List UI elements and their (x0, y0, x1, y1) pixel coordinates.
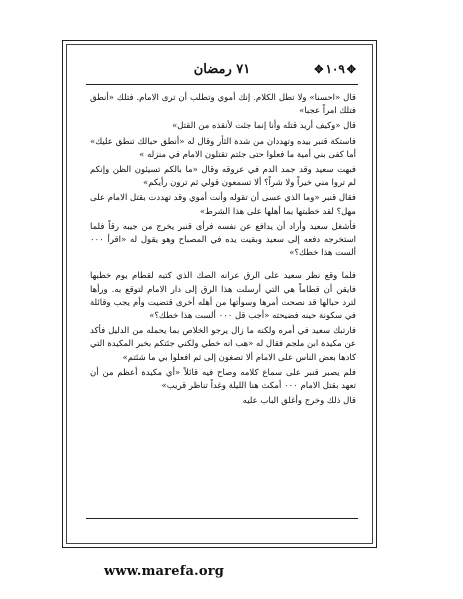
paragraph: فأشغل سعيد وأراد أن يدافع عن نفسه فرأى قنبر يخرج من جيبه رقاً فلما استخرجه دفعه إلى سعيد وبقيت يده في المصباح وهو يقول له «اقرأ ٠٠٠ ألست هذا خطك؟» (90, 221, 356, 259)
paragraph: فلما وقع نظر سعيد على الرق عرانه الصك الذي كتبه لقطام يوم خطبها فايقن أن قطاماً هي التي أرسلت هذا الرق إلى دار الامام لتوقع به. ورأها لترد حبالها قد نصحت أمرها وسوأتها من أهله أخرى قتضيت وأم يجب وقائلة في سكونة حينه فضيحته «أجب قل ٠٠٠ ألست هذا خطك؟» (90, 271, 356, 322)
ornament-icon: ✥ (314, 63, 324, 76)
paragraph: فارتبك سعيد في أمره ولكنه ما زال يرجو الخلاص بما يحمله من الدليل فأكد عن مكيدة ابن ملجم فقال له «هب انه خطي ولكني جئتكم بخبر المكيدة التي كادها بعض الناس على الامام ألا تصغون إلى ثم افعلوا بي ما شئتم» (90, 326, 356, 363)
chapter-title: ٧١ رمضان (193, 62, 251, 77)
source-url: www.marefa.org (104, 564, 225, 579)
paragraph: فاستكة قنبر بيده وتهددان من شدة الثأر وقال له «أنطق حبالك تنطق عليك» أما كفى بني أمية ما فعلوا حتى جئتم تقتلون الامام في منزله » (90, 136, 356, 160)
paragraph: فلم يصبر قنبر على سماع كلامه وصاح فيه قائلاً «أي مكيدة أعظم من أن تعهد بقتل الامام ٠٠٠ أمكث هنا الليلة وغداً تناظر قريب» (90, 367, 356, 392)
body-text (90, 92, 356, 410)
paragraph: قال «وكيف أريد قتله وأنا إنما جئت لأنقذه من القتل» (172, 121, 356, 132)
paragraph: فبهت سعيد وقد جمد الدم في عروقه وقال «ما بالكم تسيئون الظن وإنكم لم تروا مني خيراً ولا شراً؟ ألا تسمعون قولي ثم ترون رأيكم» (90, 165, 356, 189)
paragraph: قال ذلك وخرج وأغلق الباب عليه (242, 396, 356, 407)
page-number-value: ١٠٩ (325, 62, 345, 76)
paragraph: قال «احسنا» ولا تطل الكلام. إنك أموي وتطلب أن ترى الامام. فتلك «أنطق فتلك امراً عجبا» (90, 93, 356, 117)
page-header (86, 60, 358, 84)
paragraph: فقال قنبر «وما الذي عسى أن تقوله وأنت أموي وقد تهددت بقتل الامام على مهل؟ لقد خطبتها بما أهلها على هذا الشرط» (90, 193, 356, 217)
header-rule (86, 84, 358, 85)
ornament-icon: ✥ (346, 63, 356, 76)
footer-rule (86, 518, 358, 519)
